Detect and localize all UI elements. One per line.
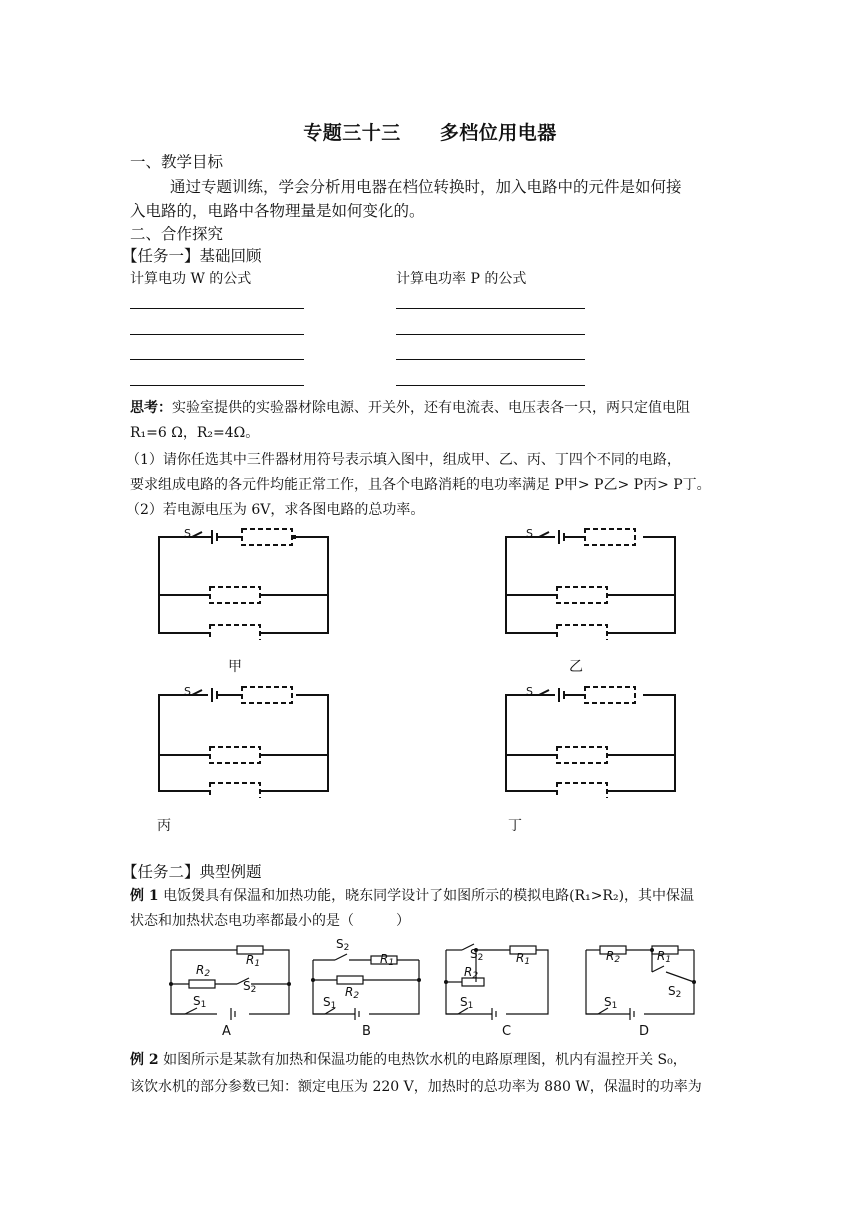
switch-label: S: [184, 527, 191, 540]
label-s1: $S_1$: [193, 994, 207, 1010]
task-2-heading: 【任务二】典型例题: [122, 863, 262, 881]
section-2-heading: 二、合作探究: [130, 225, 224, 243]
label-r1: $R_1$: [657, 949, 672, 965]
example-2-line-1: 如图所示是某款有加热和保温功能的电热饮水机的电路原理图，机内有温控开关 S₀，: [158, 1052, 687, 1068]
option-a-label: A: [222, 1024, 231, 1039]
blank-line: [130, 308, 304, 309]
label-r2: $R_2$: [196, 963, 211, 979]
label-s2: $S_2$: [470, 947, 484, 963]
switch-label: S: [526, 527, 533, 540]
label-r2: $R_2$: [464, 965, 479, 981]
switch-label: S: [526, 685, 533, 698]
question-2-line: （2）若电源电压为 6V，求各图电路的总功率。: [126, 502, 425, 518]
example-2-label: 例 2: [130, 1052, 159, 1068]
circuit-yi: [497, 525, 687, 640]
label-s1: $S_1$: [323, 995, 337, 1011]
question-1-line-2: 要求组成电路的各元件均能正常工作，且各个电路消耗的电功率满足 P甲> P乙> P丙> P丁。: [130, 477, 711, 493]
formula-p-label: 计算电功率 P 的公式: [396, 271, 527, 287]
blank-line: [130, 385, 304, 386]
section-1-heading: 一、教学目标: [130, 153, 224, 171]
option-c-label: C: [502, 1024, 512, 1039]
circuit-label-ding: 丁: [508, 818, 522, 834]
label-s2: $S_2$: [243, 979, 257, 995]
page-title: 专题三十三 多档位用电器: [303, 122, 557, 144]
option-d-circuit: [580, 938, 700, 1023]
label-r2: $R_2$: [345, 985, 360, 1001]
label-s1: $S_1$: [460, 995, 474, 1011]
circuit-ding: [497, 683, 687, 798]
blank-line: [396, 385, 585, 386]
formula-w-label: 计算电功 W 的公式: [130, 271, 252, 287]
circuit-label-bing: 丙: [157, 818, 171, 834]
option-d-label: D: [639, 1024, 650, 1039]
option-a-circuit: [165, 938, 295, 1023]
think-line-1: 实验室提供的实验器材除电源、开关外，还有电流表、电压表各一只，两只定值电阻: [172, 400, 690, 416]
label-r1: $R_1$: [380, 952, 395, 968]
label-s1: $S_1$: [604, 995, 618, 1011]
blank-line: [130, 359, 304, 360]
switch-label: S: [184, 685, 191, 698]
label-r1: $R_1$: [246, 953, 261, 969]
blank-line: [396, 308, 585, 309]
example-1-line-2: 状态和加热状态电功率都最小的是（ ）: [130, 913, 410, 929]
example-2-line-2: 该饮水机的部分参数已知：额定电压为 220 V，加热时的总功率为 880 W，保温时的功率为: [130, 1079, 702, 1095]
question-1-line-1: （1）请你任选其中三件器材用符号表示填入图中，组成甲、乙、丙、丁四个不同的电路，: [126, 452, 681, 468]
label-s2: $S_2$: [336, 937, 350, 953]
task-1-heading: 【任务一】基础回顾: [122, 247, 262, 265]
blank-line: [130, 334, 304, 335]
think-line-2: R₁=6 Ω，R₂=4Ω。: [130, 425, 260, 441]
circuit-bing: [150, 683, 340, 798]
label-r1: $R_1$: [516, 951, 531, 967]
option-b-label: B: [362, 1024, 371, 1039]
label-r2: $R_2$: [606, 949, 621, 965]
circuit-jia: [150, 525, 340, 640]
example-1-label: 例 1: [130, 888, 159, 904]
think-label: 思考：: [130, 400, 172, 416]
circuit-label-jia: 甲: [228, 659, 242, 675]
section-1-paragraph-line-2: 入电路的，电路中各物理量是如何变化的。: [130, 202, 425, 220]
blank-line: [396, 359, 585, 360]
circuit-label-yi: 乙: [569, 659, 583, 675]
option-c-circuit: [440, 938, 555, 1023]
example-1-line-1: 电饭煲具有保温和加热功能，晓东同学设计了如图所示的模拟电路(R₁>R₂)，其中保温: [158, 888, 695, 904]
section-1-paragraph-line-1: 通过专题训练，学会分析用电器在档位转换时，加入电路中的元件是如何接: [170, 178, 682, 196]
label-s2: $S_2$: [668, 984, 682, 1000]
blank-line: [396, 334, 585, 335]
